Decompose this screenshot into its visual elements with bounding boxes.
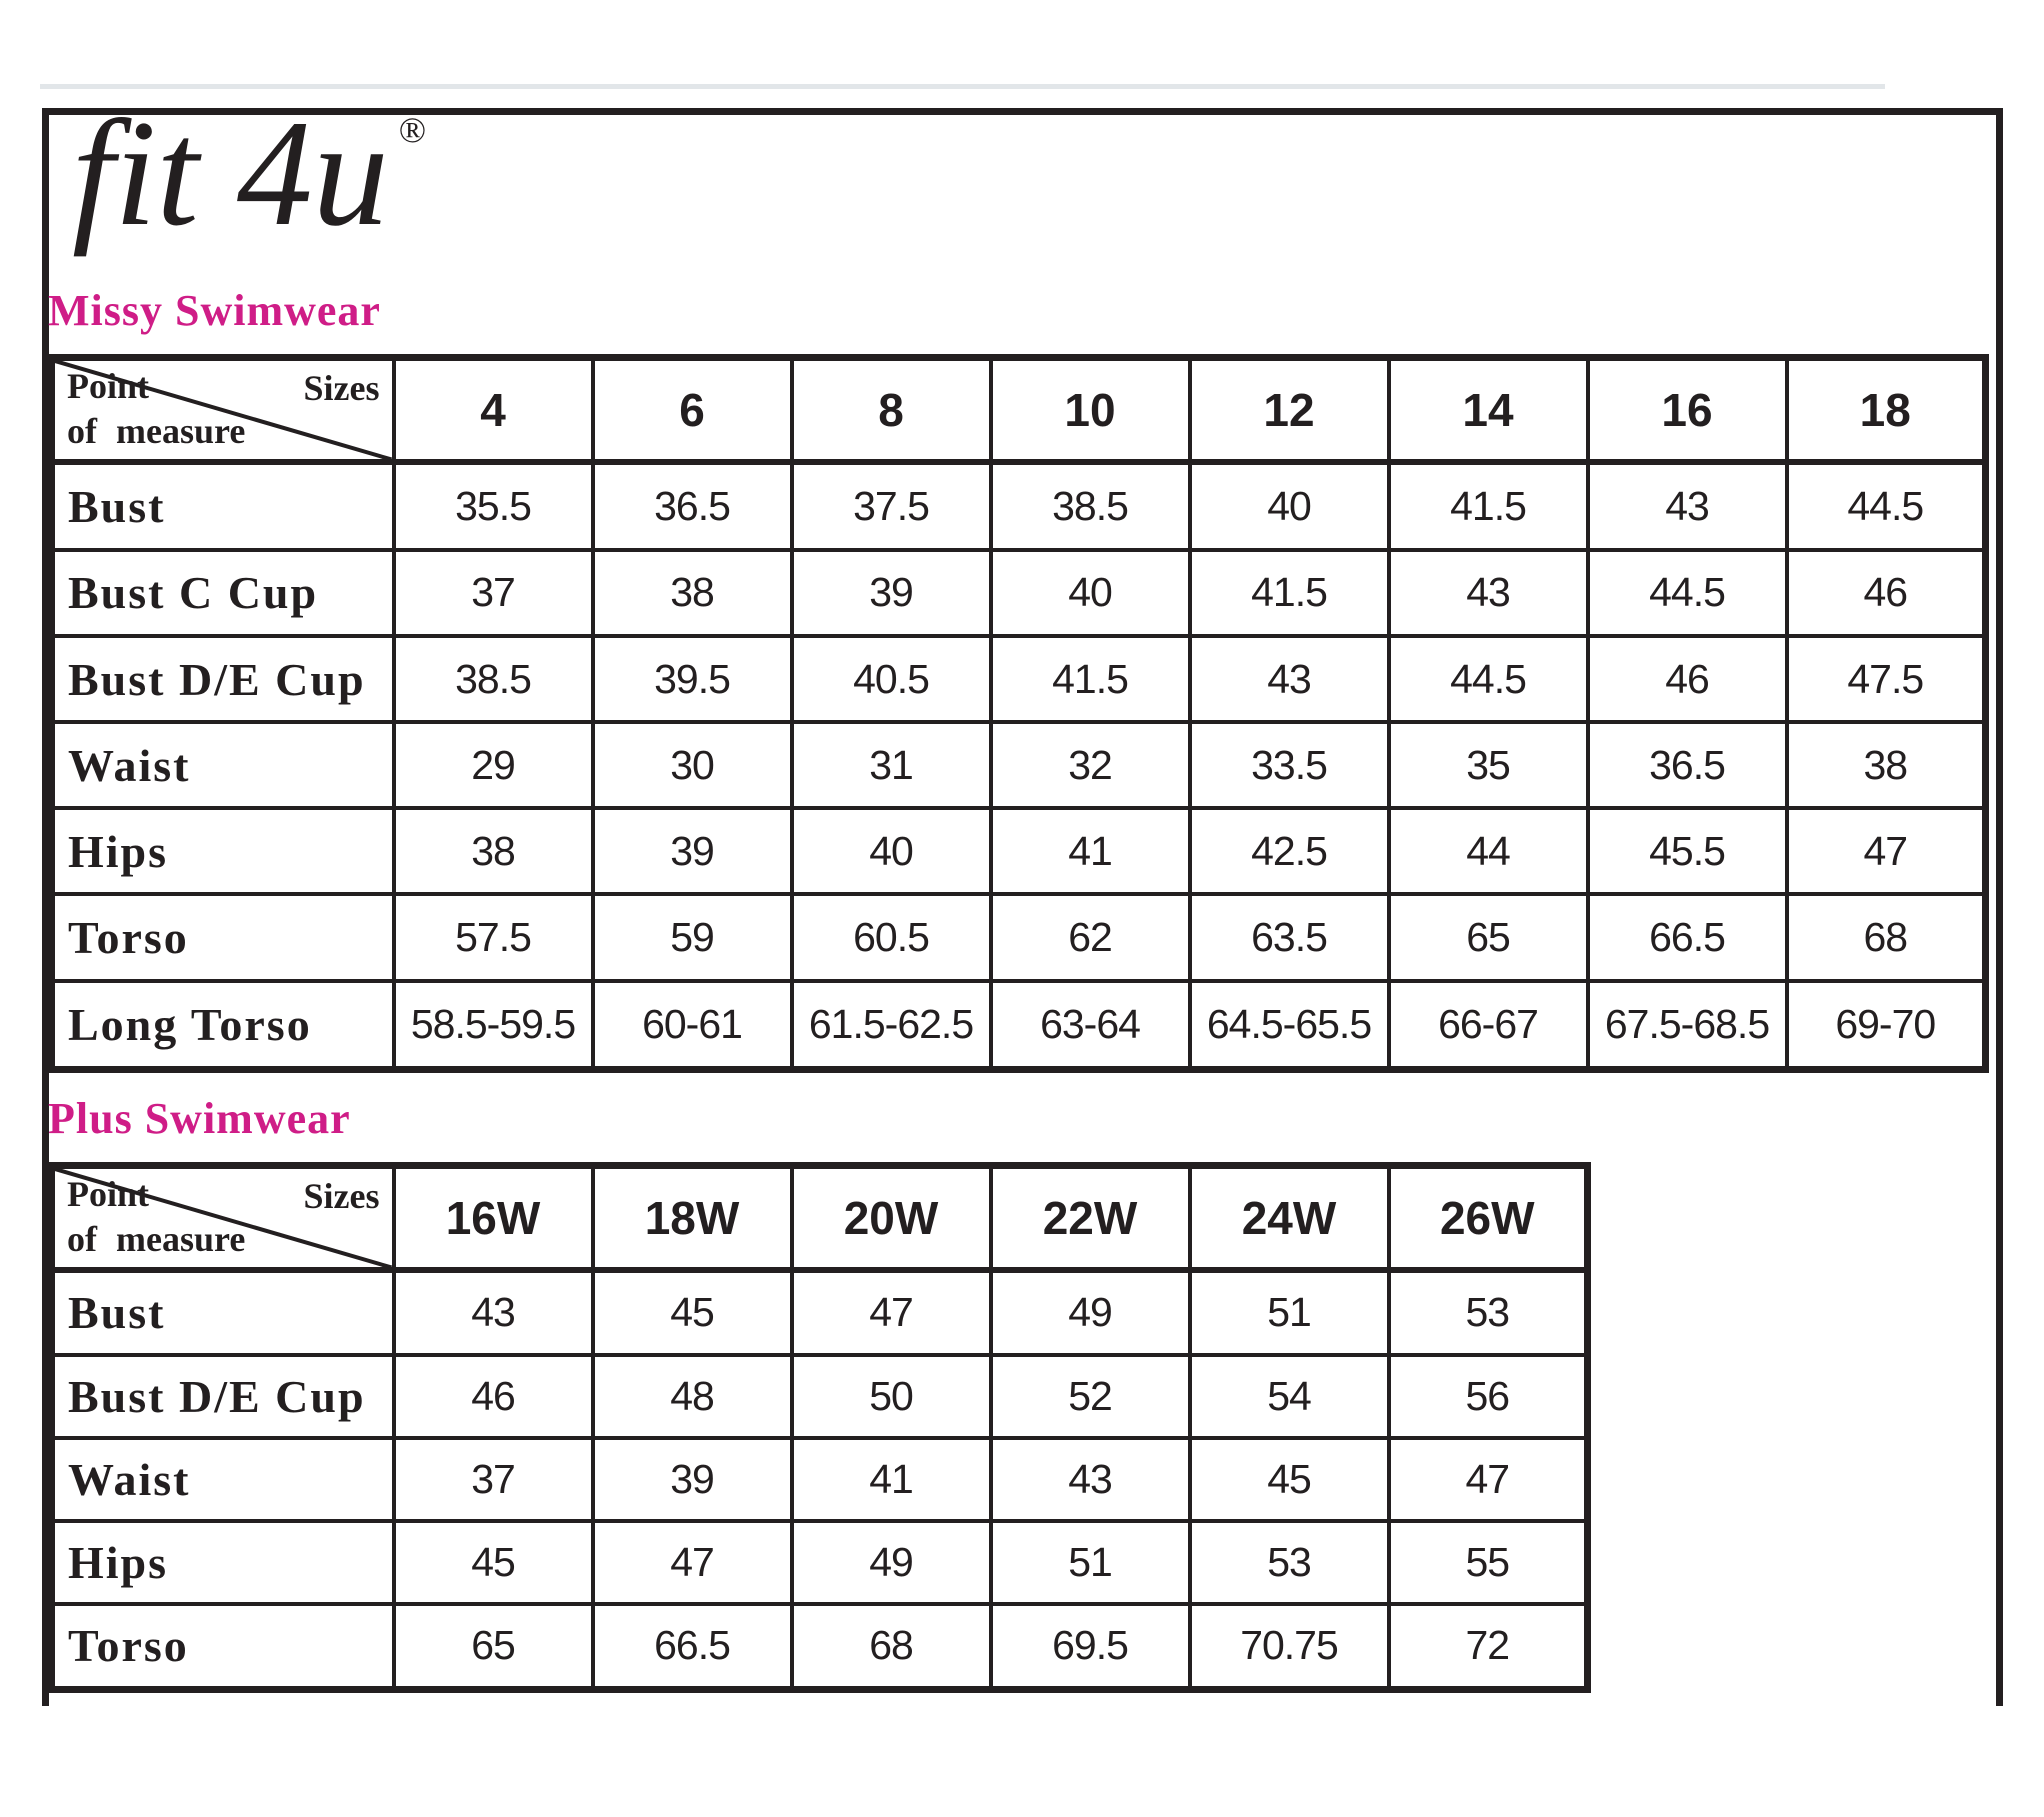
row-label: Bust: [52, 1270, 394, 1355]
size-value-cell: 49: [991, 1270, 1190, 1355]
size-value-cell: 47: [1389, 1438, 1588, 1521]
table-row: [52, 636, 1986, 722]
size-value-cell: 44: [1389, 808, 1588, 894]
size-value-cell: 45.5: [1588, 808, 1787, 894]
table-row: [52, 1438, 1588, 1521]
row-label: Torso: [52, 894, 394, 980]
size-value-cell: 63-64: [991, 981, 1190, 1069]
row-label: Bust D/E Cup: [52, 1355, 394, 1438]
size-value-cell: 47: [792, 1270, 991, 1355]
size-value-cell: 36.5: [1588, 722, 1787, 808]
corner-cell: [52, 357, 394, 462]
plus-swimwear-section: [48, 1094, 1591, 1693]
row-label: Torso: [52, 1604, 394, 1689]
point-of-measure-label: Point of measure: [67, 1174, 246, 1260]
size-value-cell: 44.5: [1588, 550, 1787, 636]
size-value-cell: 46: [1588, 636, 1787, 722]
size-value-cell: 54: [1190, 1355, 1389, 1438]
size-value-cell: 37: [394, 1438, 593, 1521]
size-value-cell: 30: [593, 722, 792, 808]
table-row: [52, 462, 1986, 550]
size-value-cell: 44.5: [1787, 462, 1986, 550]
size-value-cell: 45: [394, 1521, 593, 1604]
size-value-cell: 40: [991, 550, 1190, 636]
missy-size-table: [48, 354, 1989, 1073]
size-value-cell: 56: [1389, 1355, 1588, 1438]
row-label: Waist: [52, 1438, 394, 1521]
size-value-cell: 47: [593, 1521, 792, 1604]
brand-logo-text: fit 4u: [72, 89, 389, 257]
size-column-header: 16: [1588, 357, 1787, 462]
size-value-cell: 40: [792, 808, 991, 894]
sizes-label: Sizes: [303, 367, 380, 408]
table-row: [52, 1604, 1588, 1689]
size-value-cell: 53: [1190, 1521, 1389, 1604]
table-row: [52, 894, 1986, 980]
size-value-cell: 43: [1389, 550, 1588, 636]
size-column-header: 4: [394, 357, 593, 462]
sizes-label: Sizes: [303, 1175, 380, 1216]
size-value-cell: 46: [1787, 550, 1986, 636]
row-label: Bust: [52, 462, 394, 550]
size-value-cell: 39.5: [593, 636, 792, 722]
header-row: [52, 357, 1986, 462]
size-value-cell: 45: [593, 1270, 792, 1355]
size-column-header: 12: [1190, 357, 1389, 462]
size-column-header: 14: [1389, 357, 1588, 462]
size-value-cell: 38.5: [991, 462, 1190, 550]
size-value-cell: 35.5: [394, 462, 593, 550]
size-value-cell: 60-61: [593, 981, 792, 1069]
size-column-header: 24W: [1190, 1165, 1389, 1270]
size-value-cell: 38.5: [394, 636, 593, 722]
section-title-missy: Missy Swimwear: [48, 286, 381, 335]
size-column-header: 8: [792, 357, 991, 462]
size-column-header: 6: [593, 357, 792, 462]
size-value-cell: 41.5: [1389, 462, 1588, 550]
size-value-cell: 43: [991, 1438, 1190, 1521]
size-value-cell: 65: [394, 1604, 593, 1689]
table-row: [52, 722, 1986, 808]
table-row: [52, 981, 1986, 1069]
size-value-cell: 57.5: [394, 894, 593, 980]
corner-cell: [52, 1165, 394, 1270]
size-value-cell: 39: [593, 808, 792, 894]
size-column-header: 20W: [792, 1165, 991, 1270]
brand-logo: [72, 86, 426, 261]
size-value-cell: 65: [1389, 894, 1588, 980]
size-value-cell: 66.5: [593, 1604, 792, 1689]
size-value-cell: 29: [394, 722, 593, 808]
size-value-cell: 42.5: [1190, 808, 1389, 894]
size-value-cell: 40.5: [792, 636, 991, 722]
size-value-cell: 47: [1787, 808, 1986, 894]
size-value-cell: 63.5: [1190, 894, 1389, 980]
size-value-cell: 64.5-65.5: [1190, 981, 1389, 1069]
size-value-cell: 43: [1190, 636, 1389, 722]
size-value-cell: 38: [593, 550, 792, 636]
size-value-cell: 41: [991, 808, 1190, 894]
size-value-cell: 44.5: [1389, 636, 1588, 722]
plus-size-table: [48, 1162, 1591, 1693]
size-value-cell: 38: [394, 808, 593, 894]
row-label: Bust D/E Cup: [52, 636, 394, 722]
size-value-cell: 43: [394, 1270, 593, 1355]
table-row: [52, 550, 1986, 636]
size-value-cell: 60.5: [792, 894, 991, 980]
size-value-cell: 33.5: [1190, 722, 1389, 808]
size-value-cell: 69-70: [1787, 981, 1986, 1069]
size-value-cell: 38: [1787, 722, 1986, 808]
size-value-cell: 68: [1787, 894, 1986, 980]
size-value-cell: 70.75: [1190, 1604, 1389, 1689]
missy-swimwear-section: [48, 286, 1989, 1073]
size-column-header: 10: [991, 357, 1190, 462]
size-value-cell: 53: [1389, 1270, 1588, 1355]
size-value-cell: 50: [792, 1355, 991, 1438]
size-value-cell: 66.5: [1588, 894, 1787, 980]
size-value-cell: 41.5: [1190, 550, 1389, 636]
row-label: Long Torso: [52, 981, 394, 1069]
size-value-cell: 68: [792, 1604, 991, 1689]
size-value-cell: 40: [1190, 462, 1389, 550]
size-value-cell: 41: [792, 1438, 991, 1521]
row-label: Hips: [52, 1521, 394, 1604]
table-row: [52, 1270, 1588, 1355]
size-value-cell: 47.5: [1787, 636, 1986, 722]
size-column-header: 22W: [991, 1165, 1190, 1270]
size-column-header: 16W: [394, 1165, 593, 1270]
size-value-cell: 55: [1389, 1521, 1588, 1604]
size-value-cell: 46: [394, 1355, 593, 1438]
size-value-cell: 58.5-59.5: [394, 981, 593, 1069]
size-value-cell: 59: [593, 894, 792, 980]
size-value-cell: 49: [792, 1521, 991, 1604]
table-row: [52, 1521, 1588, 1604]
size-value-cell: 39: [593, 1438, 792, 1521]
size-value-cell: 48: [593, 1355, 792, 1438]
row-label: Waist: [52, 722, 394, 808]
size-value-cell: 52: [991, 1355, 1190, 1438]
section-title-plus: Plus Swimwear: [48, 1094, 351, 1143]
size-value-cell: 35: [1389, 722, 1588, 808]
size-value-cell: 62: [991, 894, 1190, 980]
size-value-cell: 43: [1588, 462, 1787, 550]
size-value-cell: 36.5: [593, 462, 792, 550]
row-label: Bust C Cup: [52, 550, 394, 636]
size-value-cell: 45: [1190, 1438, 1389, 1521]
size-value-cell: 31: [792, 722, 991, 808]
size-value-cell: 61.5-62.5: [792, 981, 991, 1069]
registered-mark: ®: [398, 110, 427, 150]
size-value-cell: 41.5: [991, 636, 1190, 722]
size-value-cell: 67.5-68.5: [1588, 981, 1787, 1069]
header-row: [52, 1165, 1588, 1270]
size-value-cell: 69.5: [991, 1604, 1190, 1689]
table-row: [52, 1355, 1588, 1438]
point-of-measure-label: Point of measure: [67, 366, 246, 452]
size-value-cell: 51: [991, 1521, 1190, 1604]
size-value-cell: 37.5: [792, 462, 991, 550]
size-value-cell: 72: [1389, 1604, 1588, 1689]
size-column-header: 26W: [1389, 1165, 1588, 1270]
size-value-cell: 39: [792, 550, 991, 636]
size-value-cell: 37: [394, 550, 593, 636]
size-value-cell: 66-67: [1389, 981, 1588, 1069]
table-row: [52, 808, 1986, 894]
size-value-cell: 32: [991, 722, 1190, 808]
row-label: Hips: [52, 808, 394, 894]
size-value-cell: 51: [1190, 1270, 1389, 1355]
size-column-header: 18: [1787, 357, 1986, 462]
size-column-header: 18W: [593, 1165, 792, 1270]
